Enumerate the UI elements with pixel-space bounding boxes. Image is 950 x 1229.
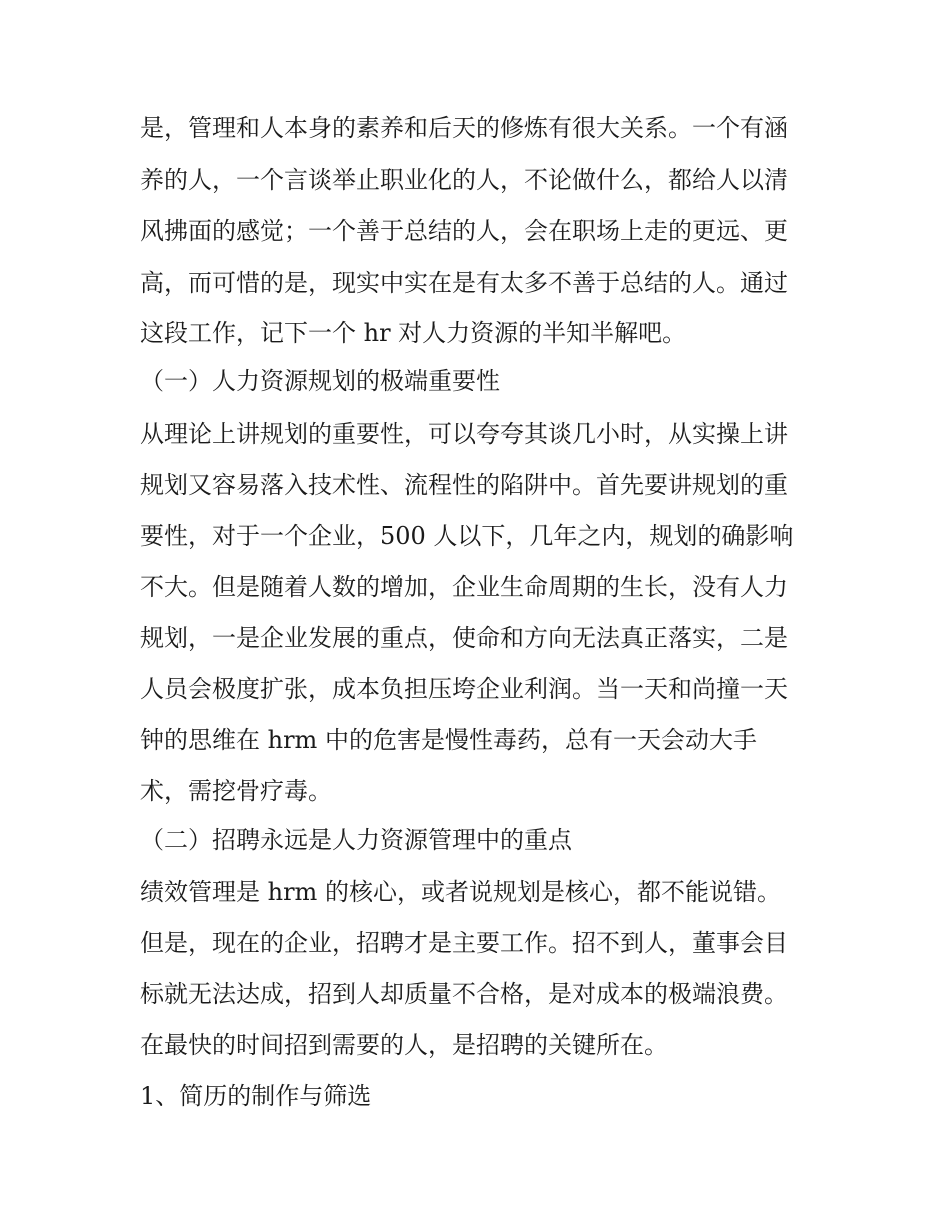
section-heading: （一）人力资源规划的极端重要性	[140, 367, 500, 395]
body-text-line: 但是，现在的企业，招聘才是主要工作。招不到人，董事会目	[140, 929, 788, 957]
body-text-line: 在最快的时间招到需要的人，是招聘的关键所在。	[140, 1031, 668, 1059]
body-text-line: 人员会极度扩张，成本负担压垮企业利润。当一天和尚撞一天	[140, 675, 788, 703]
body-text-line: 不大。但是随着人数的增加，企业生命周期的生长，没有人力	[140, 573, 788, 601]
body-text-line: 要性，对于一个企业，500 人以下，几年之内，规划的确影响	[140, 522, 794, 550]
subsection-heading: 1、简历的制作与筛选	[140, 1082, 372, 1110]
body-text-line: 养的人，一个言谈举止职业化的人，不论做什么，都给人以清	[140, 166, 788, 194]
body-text-line: 规划，一是企业发展的重点，使命和方向无法真正落实，二是	[140, 624, 788, 652]
body-text-line: 术，需挖骨疗毒。	[140, 777, 332, 805]
section-heading: （二）招聘永远是人力资源管理中的重点	[140, 826, 572, 854]
body-text-line: 标就无法达成，招到人却质量不合格，是对成本的极端浪费。	[140, 980, 788, 1008]
body-text-line: 钟的思维在 hrm 中的危害是慢性毒药，总有一天会动大手	[140, 726, 757, 754]
body-text-line: 从理论上讲规划的重要性，可以夸夸其谈几小时，从实操上讲	[140, 420, 788, 448]
body-text-line: 风拂面的感觉；一个善于总结的人，会在职场上走的更远、更	[140, 217, 788, 245]
body-text-line: 规划又容易落入技术性、流程性的陷阱中。首先要讲规划的重	[140, 471, 788, 499]
body-text-line: 高，而可惜的是，现实中实在是有太多不善于总结的人。通过	[140, 269, 788, 297]
body-text-line: 绩效管理是 hrm 的核心，或者说规划是核心，都不能说错。	[140, 878, 781, 906]
body-text-line: 是，管理和人本身的素养和后天的修炼有很大关系。一个有涵	[140, 114, 788, 142]
body-text-line: 这段工作，记下一个 hr 对人力资源的半知半解吧。	[140, 319, 687, 347]
